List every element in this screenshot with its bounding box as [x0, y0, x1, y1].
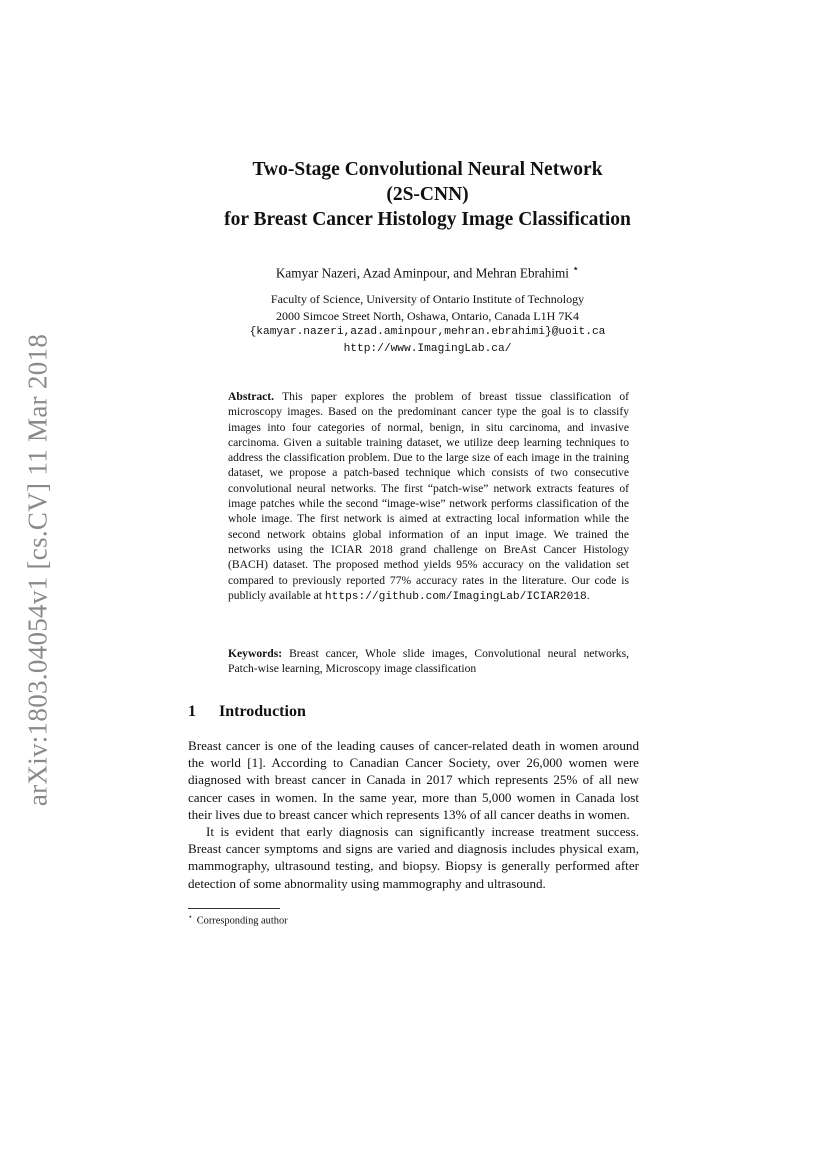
keywords-label: Keywords:: [228, 647, 283, 660]
title-line-1: Two-Stage Convolutional Neural Network: [252, 159, 603, 180]
paper-title: [140, 157, 715, 232]
section-title: Introduction: [219, 703, 306, 720]
affiliation-address: 2000 Simcoe Street North, Oshawa, Ontario, Canada L1H 7K4: [276, 308, 579, 323]
author-footnote-mark: ⋆: [572, 263, 580, 275]
footnote: [188, 912, 288, 926]
section-heading-introduction: [188, 703, 306, 721]
title-line-2: (2S-CNN): [386, 184, 469, 205]
keywords: [228, 646, 629, 677]
lab-website-link[interactable]: http://www.ImagingLab.ca/: [343, 342, 512, 355]
footnote-text: Corresponding author: [196, 915, 288, 927]
affiliation-block: [140, 291, 715, 357]
intro-paragraph-2: It is evident that early diagnosis can significantly increase treatment success. Breast cancer symptoms and signs are varied and diagnosis includes physical exam, mammography, ultrasound testing, and biopsy. Biopsy is generally performed after detection of some abnormality using mammography and ultrasound.: [188, 824, 639, 891]
author-list: [140, 262, 715, 281]
section-number: 1: [188, 703, 196, 720]
abstract-text: This paper explores the problem of breast tissue classification of microscopy images. Based on the predominant cancer type the goal is to classify images into four categories of normal, benign, in situ carcinoma, and invasive carcinoma. Given a suitable training dataset, we utilize deep learning techniques to address the classification problem. Due to the large size of each image in the training dataset, we propose a patch-based technique which consists of two consecutive convolutional neural networks. The first “patch-wise” network extracts features of image patches while the second “image-wise” network performs classification of the whole image. The first network is aimed at extracting local information while the second network obtains global information of an input image. We trained the networks using the ICIAR 2018 grand challenge on BreAst Cancer Histology (BACH) dataset. The proposed method yields 95% accuracy on the validation set compared to previously reported 77% accuracy rates in the literature. Our code is publicly available at: [228, 390, 629, 602]
title-line-3: for Breast Cancer Histology Image Classification: [224, 209, 631, 230]
intro-paragraph-1: Breast cancer is one of the leading causes of cancer-related death in women around the world [1]. According to Canadian Cancer Society, over 26,000 women were diagnosed with breast cancer in Canada in 2017 which represents 25% of all new cancer cases in women. In the same year, more than 5,000 women in Canada lost their lives due to breast cancer which represents 13% of all cancer deaths in women.: [188, 738, 639, 822]
abstract: [228, 389, 629, 605]
keywords-text: Breast cancer, Whole slide images, Convolutional neural networks, Patch-wise learning, Microscopy image classification: [228, 647, 629, 676]
author-emails: {kamyar.nazeri,azad.aminpour,mehran.ebrahimi}@uoit.ca: [249, 326, 606, 338]
abstract-end: .: [586, 588, 590, 602]
authors-names: Kamyar Nazeri, Azad Aminpour, and Mehran Ebrahimi: [275, 265, 569, 281]
footnote-mark: ⋆: [188, 912, 193, 921]
arxiv-identifier-stamp: arXiv:1803.04054v1 [cs.CV] 11 Mar 2018: [22, 333, 53, 807]
footnote-divider: [188, 908, 280, 909]
introduction-body: [188, 737, 639, 892]
abstract-label: Abstract.: [228, 390, 275, 403]
code-repository-link[interactable]: https://github.com/ImagingLab/ICIAR2018: [324, 590, 587, 603]
affiliation-institution: Faculty of Science, University of Ontario Institute of Technology: [270, 292, 585, 306]
